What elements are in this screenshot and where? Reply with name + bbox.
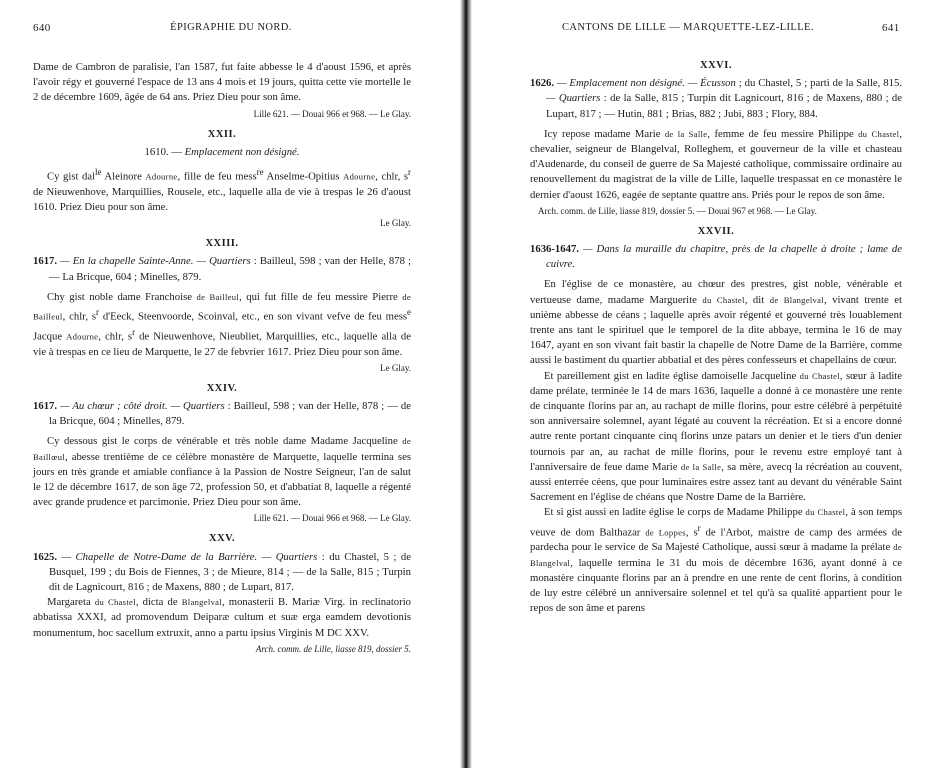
section-xxvii-heading: 1636-1647. — Dans la muraille du chapitre, près de la chapelle à droite ; lame de cuivre.	[530, 243, 902, 271]
section-xxvii-paragraph-1: En l'église de ce monastère, au chœur des prestres, gist noble, vénérable et vertueuse dame, madame Marguerite du Chastel, dit de Blangelval, vivant trente et unième abbesse de céans ; laquelle après avoir régenté et gouverné très louablement trente ans tant le spirituel que le temporel de la dite abbaye, termina le 16 de may 1647, ayant en son vivant fait bastir la chapelle de Notre Dame de la Barrière, comme aussi le bastiment du quartier abbatial et des pères confesseurs et chapellains de cœur.	[530, 278, 902, 367]
left-page-number: 640	[33, 22, 51, 34]
left-running-head: ÉPIGRAPHIE DU NORD.	[170, 22, 292, 33]
right-page-number: 641	[882, 22, 900, 34]
section-xxv-ref: Arch. comm. de Lille, liasse 819, dossier 5.	[255, 643, 411, 654]
left-text-column	[33, 60, 411, 660]
section-xxii-ref: Le Glay.	[380, 218, 411, 229]
section-xxvii-number: XXVII.	[697, 225, 735, 237]
section-xxv-text: Margareta du Chastel, dicta de Blangelval, monasterii B. Mariæ Virg. in reclinatorio abbatissa XXXI, ad promovendum Deiparæ cultum et suæ erga eamdem devotionis monumentum, hoc sacellum extruxit, anno a partu ipsius Virginis M DC XXV.	[33, 596, 412, 639]
section-xxvii-paragraph-2: Et pareillement gist en ladite église damoiselle Jacqueline du Chastel, sœur à ladite dame prélate, terminée le 14 de mars 1636, laquelle a donné à ce monastère une rente de cinquante florins par an, au rachapt de mille florins, pour estre célébré à perpétuité son anniversaire solemnel, ayant légaté au couvent la récréation. Et si a encore donné autre rente portant cinquante cinq florins unze patars un denier et le tiers d'un denier tournois par an, au rachat de mille florins, pour le revenu estre employé tant à l'anniversaire de feue dame Marie de la Salle, sa mère, avecq la récréation au couvent, aussi enterrée céens, que pour luminaires estre assez tant au devant du vénérable Saint Sacrement en l'église de chéans que Nostre Dame de la Barrière.	[530, 369, 902, 504]
section-xxiii-number: XXIII.	[205, 238, 239, 250]
section-xxii-heading: 1610. — Emplacement non désigné.	[144, 145, 300, 158]
right-text-column	[530, 58, 902, 616]
section-xxiv-text: Cy dessous gist le corps de vénérable et très noble dame Madame Jacqueline de Baillœul, abesse trentième de ce célèbre monastère de Marquette, laquelle termina ses jours en très grande et amiable confiance à la Passion de Nostre Seigneur, l'an de salut le 12 de décembre 1617, de son âge 72, profession 50, et d'abbatiat 8, laquelle a régenté avec grande prudence et parcimonie. Priez Dieu pour son âme.	[33, 435, 411, 509]
section-xxvii-paragraph-3: Et si gist aussi en ladite église le corps de Madame Philippe du Chastel, à son temps veuve de dom Balthazar de Loppes, $s^r$ de l'Arbot, maistre de camp des armées de pardecha pour le service de Sa Majesté Catholique, aussi sœur à madame la prélate de Blangelval, laquelle termina le 31 du mois de décembre 1636, ayant donné à ce monastère cinquante florins par an à prendre en une rente de cent florins, à condition de luy estre célébré un anniversaire solennel et tel qu'à sa qualité appartient pour le repos de son âme et parens	[530, 506, 902, 615]
section-xxv-heading: 1625. — Chapelle de Notre-Dame de la Barrière. — Quartiers : du Chastel, 5 ; de Busquel, 199 ; du Bois de Fiennes, 3 ; de Mieure, 814 ; — de la Salle, 815 ; Turpin dit de Lagnicourt, 816 ; de Maxens, 880 ; de Lupart, 817.	[33, 550, 412, 593]
left-page	[0, 0, 462, 768]
continuation-text: Dame de Cambron de paralisie, l'an 1587, fut faite abbesse le 4 d'aoust 1596, et après l'avoir régy et gouverné l'espace de 13 ans 4 mois et 19 jours, quitta cette vie mortelle le 2 de décembre 1609, âgée de 64 ans. Priez Dieu pour son âme.	[33, 61, 411, 104]
section-xxii-text: Cy gist dal$^{le}$ Aleinore Adourne, fille de feu mess$^{re}$ Anselme-Opitius Adourne, chlr, $s^r$ de Nieuwenhove, Marquillies, Rousele, etc., laquelle alla de vie à trespas le 26 d'aoust 1610. Priez Dieu pour son âme.	[33, 167, 411, 213]
section-xxvi-heading: 1626. — Emplacement non désigné. — Écusson ; du Chastel, 5 ; parti de la Salle, 815. — Quartiers : de la Salle, 815 ; Turpin dit Lagnicourt, 816 ; de Maxens, 880 ; de Lupart, 817 ; — Hutin, 881 ; Brias, 882 ; Jubi, 883 ; Flory, 884.	[530, 77, 903, 120]
section-xxiv-ref: Lille 621. — Douai 966 et 968. — Le Glay.	[253, 513, 411, 524]
section-xxvi-number: XXVI.	[700, 60, 732, 71]
section-xxiv-number: XXIV.	[206, 382, 238, 394]
section-xxiii-heading: 1617. — En la chapelle Sainte-Anne. — Quartiers : Bailleul, 598 ; van der Helle, 878 ; — La Bricque, 604 ; Minelles, 879.	[33, 255, 411, 283]
section-xxiii-text: Chy gist noble dame Franchoise de Bailleul, qui fut fille de feu messire Pierre de Bailleul, chlr, $s^r$ d'Eeck, Steenvoorde, Scoinval, etc., en son vivant vefve de feu mess$^e$ Jacque Adourne, chlr, $s^r$ de Nieuwenhove, Nieubliet, Marquillies, etc., laquelle alla de vie à trespas en ce lieu de Marquette, le 27 de febvrier 1617. Priez Dieu pour son âme.	[33, 290, 412, 358]
continuation-ref: Lille 621. — Douai 966 et 968. — Le Glay.	[253, 108, 411, 119]
section-xxvi-ref: Arch. comm. de Lille, liasse 819, dossier 5. — Douai 967 et 968. — Le Glay.	[538, 205, 817, 216]
section-xxiii-ref: Le Glay.	[380, 362, 411, 373]
book-gutter	[460, 0, 472, 768]
section-xxii-number: XXII.	[207, 128, 237, 140]
section-xxvi-text: Icy repose madame Marie de la Salle, femme de feu messire Philippe du Chastel, chevalier, seigneur de Blangelval, Rolleghem, et gouverneur de la ville et chasteau d'Audenarde, du conseil de guerre de Sa Majesté catholique, commissaire ordinaire au renouvellement du magistrat de la ville de Lille, laquelle trespassat en ce monastère le dernier d'aoust 1626, eagée de septante quattre ans. Priés pour le repos de son âme.	[530, 127, 902, 201]
right-running-head: CANTONS DE LILLE — MARQUETTE-LEZ-LILLE.	[562, 22, 814, 33]
right-page	[472, 0, 949, 768]
section-xxv-number: XXV.	[208, 533, 236, 545]
section-xxiv-heading: 1617. — Au chœur ; côté droit. — Quartiers : Bailleul, 598 ; van der Helle, 878 ; — de la Bricque, 604 ; Minelles, 879.	[33, 399, 412, 428]
